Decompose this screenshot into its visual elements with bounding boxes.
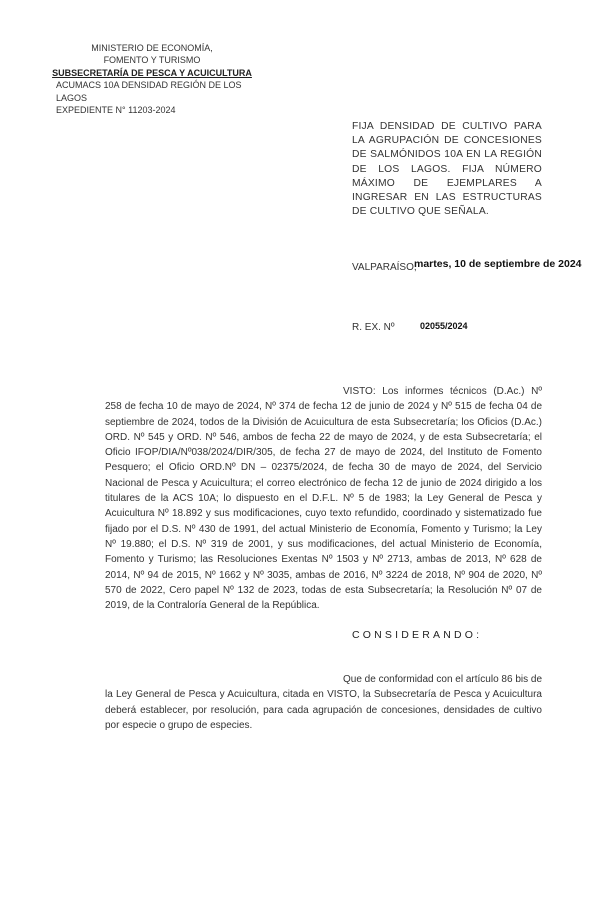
subsecretariat-name: SUBSECRETARÍA DE PESCA Y ACUICULTURA xyxy=(52,67,252,78)
letterhead xyxy=(52,42,252,116)
reference-line: ACUMACS 10A DENSIDAD REGIÓN DE LOS LAGOS xyxy=(56,80,242,103)
resolution-subject: FIJA DENSIDAD DE CULTIVO PARA LA AGRUPACIÓN DE CONCESIONES DE SALMÓNIDOS 10A EN LA REGIÓN DE LOS LAGOS. FIJA NÚMERO MÁXIMO DE EJEMPLARES A INGRESAR EN LAS ESTRUCTURAS DE CULTIVO QUE SEÑALA. xyxy=(352,121,542,218)
visto-paragraph: VISTO: Los informes técnicos (D.Ac.) Nº 258 de fecha 10 de mayo de 2024, Nº 374 de fecha 12 de junio de 2024 y Nº 515 de fecha 04 de septiembre de 2024, todos de la División de Acuicultura de esta Subsecretaría; los Oficios (D.Ac.) ORD. Nº 545 y ORD. Nº 546, ambos de fecha 22 de mayo de 2024, y de esta Subsecretaría; el Oficio IFOP/DIA/Nº038/2024/DIR/305, de fecha 27 de mayo de 2024, del Instituto de Fomento Pesquero; el Oficio ORD.Nº DN – 02375/2024, de fecha 30 de mayo de 2024, del Servicio Nacional de Pesca y Acuicultura; el correo electrónico de fecha 12 de junio de 2024 dirigido a los titulares de la ACS 10A; lo dispuesto en el D.F.L. Nº 5 de 1983; la Ley General de Pesca y Acuicultura Nº 18.892 y sus modificaciones, cuyo texto refundido, coordinado y sistematizado fue fijado por el D.S. Nº 430 de 1991, del actual Ministerio de Economía, Fomento y Turismo; la Ley Nº 19.880; el D.S. Nº 319 de 2001, y sus modificaciones, del actual Ministerio de Economía, Fomento y Turismo; las Resoluciones Exentas Nº 1503 y Nº 2713, ambas de 2013, Nº 628 de 2014, Nº 94 de 2015, Nº 1662 y Nº 3035, ambas de 2016, Nº 3224 de 2018, Nº 904 de 2020, Nº 570 de 2022, Cero papel Nº 132 de 2023, todas de esta Subsecretaría; la Resolución Nº 07 de 2019, de la Contraloría General de la República. xyxy=(105,386,542,612)
resolution-label: R. EX. Nº xyxy=(352,322,395,333)
resolution-number: 02055/2024 xyxy=(420,321,468,331)
ministry-name: MINISTERIO DE ECONOMÍA, xyxy=(91,43,213,53)
considerando-paragraph: Que de conformidad con el artículo 86 bis de la Ley General de Pesca y Acuicultura, citada en VISTO, la Subsecretaría de Pesca y Acuicultura deberá establecer, por resolución, para cada agrupación de concesiones, densidades de cultivo por especie o grupo de especies. xyxy=(105,674,543,731)
ministry-name-cont: FOMENTO Y TURISMO xyxy=(103,55,201,66)
file-number: EXPEDIENTE N° 11203-2024 xyxy=(56,105,176,116)
considerando-heading: CONSIDERANDO: xyxy=(352,629,483,641)
resolution-date: martes, 10 de septiembre de 2024 xyxy=(414,258,582,270)
place-label: VALPARAÍSO, xyxy=(352,262,417,273)
